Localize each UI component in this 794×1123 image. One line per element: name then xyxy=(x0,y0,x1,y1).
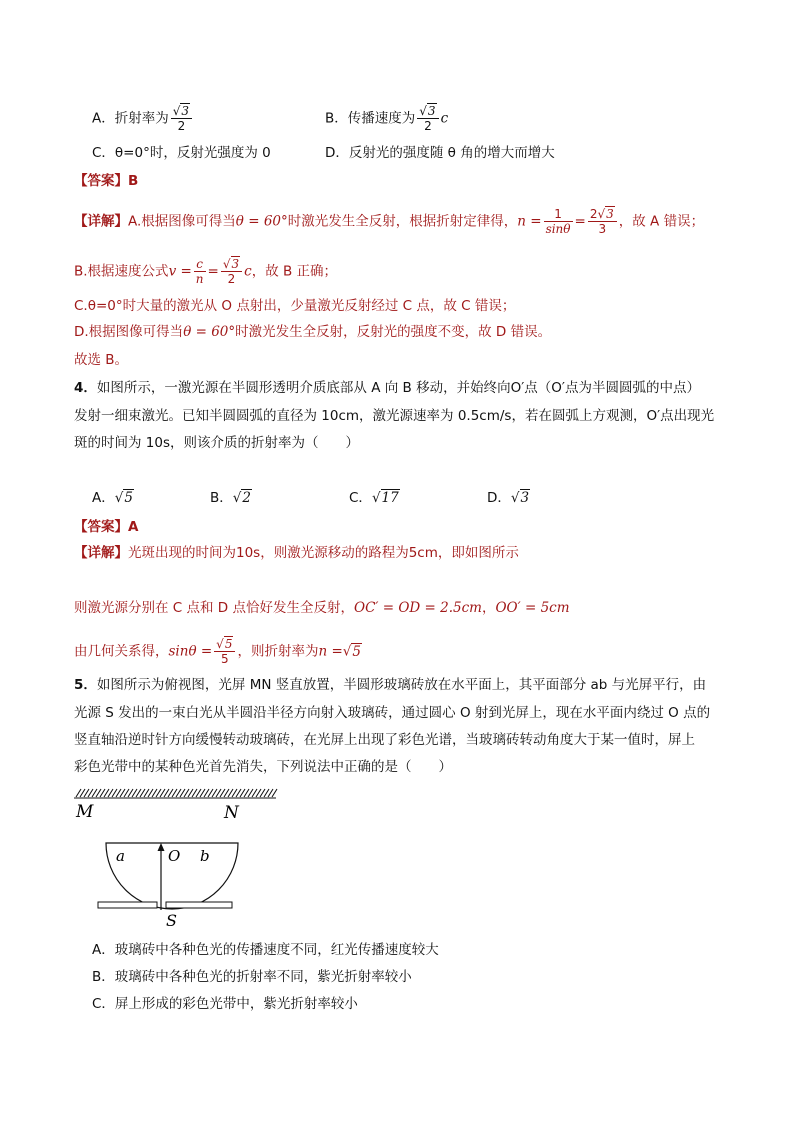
q4-answer: 【答案】A xyxy=(74,519,139,535)
q4-stem-line1: 4．如图所示，一激光源在半圆形透明介质底部从 A 向 B 移动，并始终向O′点（O′点为半圆圆弧的中点） xyxy=(74,380,700,396)
q5-option-c: C．屏上形成的彩色光带中，紫光折射率较小 xyxy=(92,996,358,1012)
slit-plate-right xyxy=(166,902,232,908)
q3-option-c: C．θ=0°时，反射光强度为 0 xyxy=(92,145,271,161)
q5-figure xyxy=(70,785,280,930)
q4-option-d: D．√3 xyxy=(487,490,530,506)
label-n: N xyxy=(224,803,239,823)
q4-option-b: B．√2 xyxy=(210,490,251,506)
q5-stem-line2: 光源 S 发出的一束白光从半圆沿半径方向射入玻璃砖，通过圆心 O 射到光屏上，现在水平面内绕过 O 点的 xyxy=(74,705,711,721)
slit-plate-left xyxy=(98,902,157,908)
q5-stem-line3: 竖直轴沿逆时针方向缓慢转动玻璃砖，在光屏上出现了彩色光谱，当玻璃砖转动角度大于某一值时，屏上 xyxy=(74,732,695,748)
q3-detail-line4: D.根据图像可得当θ = 60°时激光发生全反射，反射光的强度不变，故 D 错误。 xyxy=(74,324,552,340)
ray-arrow xyxy=(158,843,165,851)
q4-option-a: A．√5 xyxy=(92,490,133,506)
q4-detail-line2: 则激光源分别在 C 点和 D 点恰好发生全反射，OC′ = OD = 2.5cm，OO′ = 5cm xyxy=(74,600,570,616)
q3-option-a: A．折射率为 $\frac{√3}{2}$ xyxy=(92,104,194,133)
q3-detail-line1: 【详解】A.根据图像可得当θ = 60°时激光发生全反射，根据折射定律得，n = $\frac{1}{\sin\theta}$ = $\frac{2√3}{3}$ ，故 A 错误； xyxy=(74,207,705,236)
q4-stem-line3: 斑的时间为 10s，则该介质的折射率为（ ） xyxy=(74,435,360,451)
q5-stem-line1: 5．如图所示为俯视图，光屏 MN 竖直放置，半圆形玻璃砖放在水平面上，其平面部分 ab 与光屏平行，由 xyxy=(74,677,707,693)
label-s: S xyxy=(166,911,177,930)
q4-detail-line3: 由几何关系得，sinθ = $\frac{√5}{5}$ ，则折射率为n =√5 xyxy=(74,637,361,666)
q4-detail-line1: 【详解】光斑出现的时间为10s，则激光源移动的路程为5cm，即如图所示 xyxy=(74,545,519,561)
q4-option-c: C．√17 xyxy=(349,490,399,506)
q3-option-d: D．反射光的强度随 θ 角的增大而增大 xyxy=(325,145,555,161)
label-a: a xyxy=(116,847,125,865)
q3-option-b: B．传播速度为 $\frac{√3}{2}$ c xyxy=(325,104,449,133)
q3-detail-line2: B.根据速度公式v = $\frac{c}{n}$ = $\frac{√3}{2}$ c，故 B 正确； xyxy=(74,257,338,286)
screen-mn xyxy=(74,789,277,798)
q3-answer: 【答案】B xyxy=(74,173,139,189)
q4-stem-line2: 发射一细束激光。已知半圆圆弧的直径为 10cm，激光源速率为 0.5cm/s，若在圆弧上方观测，O′点出现光 xyxy=(74,408,715,424)
q3-choose: 故选 B。 xyxy=(74,352,129,368)
q5-stem-line4: 彩色光带中的某种色光首先消失，下列说法中正确的是（ ） xyxy=(74,759,452,775)
label-b: b xyxy=(200,847,210,865)
label-o: O xyxy=(168,847,181,865)
q5-option-a: A．玻璃砖中各种色光的传播速度不同，红光传播速度较大 xyxy=(92,942,439,958)
label-m: M xyxy=(76,802,94,822)
q3-detail-line3: C.θ=0°时大量的激光从 O 点射出，少量激光反射经过 C 点，故 C 错误； xyxy=(74,298,516,314)
q5-option-b: B．玻璃砖中各种色光的折射率不同，紫光折射率较小 xyxy=(92,969,412,985)
